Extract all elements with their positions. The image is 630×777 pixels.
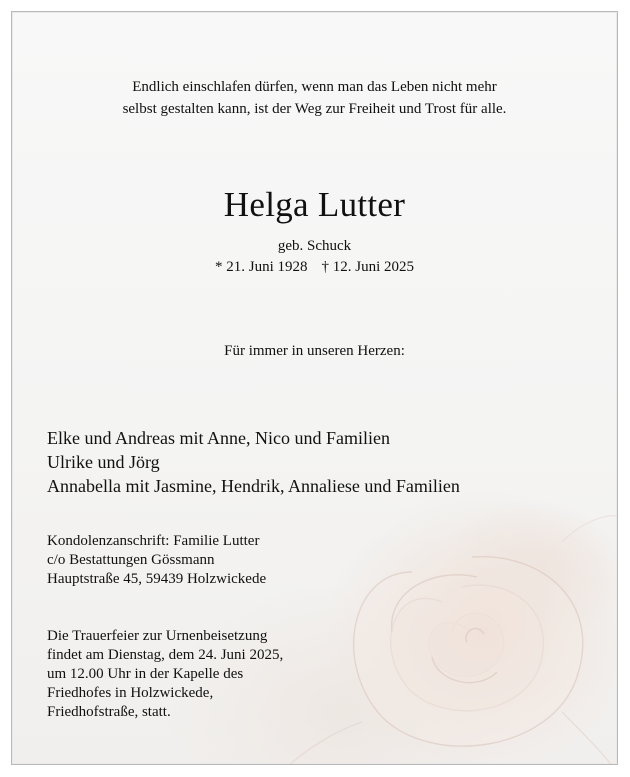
life-dates bbox=[12, 257, 617, 277]
family-line: Ulrike und Jörg bbox=[47, 452, 160, 472]
notice-line: findet am Dienstag, dem 24. Juni 2025, bbox=[47, 647, 284, 663]
address-line: Kondolenzanschrift: Familie Lutter bbox=[47, 533, 260, 549]
quote-line-1: Endlich einschlafen dürfen, wenn man das Leben nicht mehr bbox=[132, 79, 497, 95]
funeral-notice bbox=[47, 627, 283, 722]
dedication-line: Für immer in unseren Herzen: bbox=[224, 343, 405, 359]
quote-line-2: selbst gestalten kann, ist der Weg zur Freiheit und Trost für alle. bbox=[122, 101, 507, 117]
notice-line: Die Trauerfeier zur Urnenbeisetzung bbox=[47, 628, 268, 644]
family-list bbox=[47, 426, 460, 498]
deceased-name: Helga Lutter bbox=[223, 185, 406, 224]
birth-date: * 21. Juni 1928 bbox=[214, 259, 308, 275]
maiden-name: geb. Schuck bbox=[277, 238, 352, 254]
notice-line: Friedhofes in Holzwickede, bbox=[47, 685, 214, 701]
death-date: † 12. Juni 2025 bbox=[321, 259, 415, 275]
condolence-address bbox=[47, 532, 266, 589]
family-line: Annabella mit Jasmine, Hendrik, Annaliese und Familien bbox=[47, 476, 460, 496]
family-line: Elke und Andreas mit Anne, Nico und Familien bbox=[47, 428, 390, 448]
notice-line: Friedhofstraße, statt. bbox=[47, 704, 171, 720]
memorial-quote bbox=[12, 76, 617, 120]
address-line: c/o Bestattungen Gössmann bbox=[47, 552, 215, 568]
rose-icon bbox=[262, 482, 618, 765]
obituary-card bbox=[11, 11, 618, 765]
address-line: Hauptstraße 45, 59439 Holzwickede bbox=[47, 571, 267, 587]
notice-line: um 12.00 Uhr in der Kapelle des bbox=[47, 666, 244, 682]
